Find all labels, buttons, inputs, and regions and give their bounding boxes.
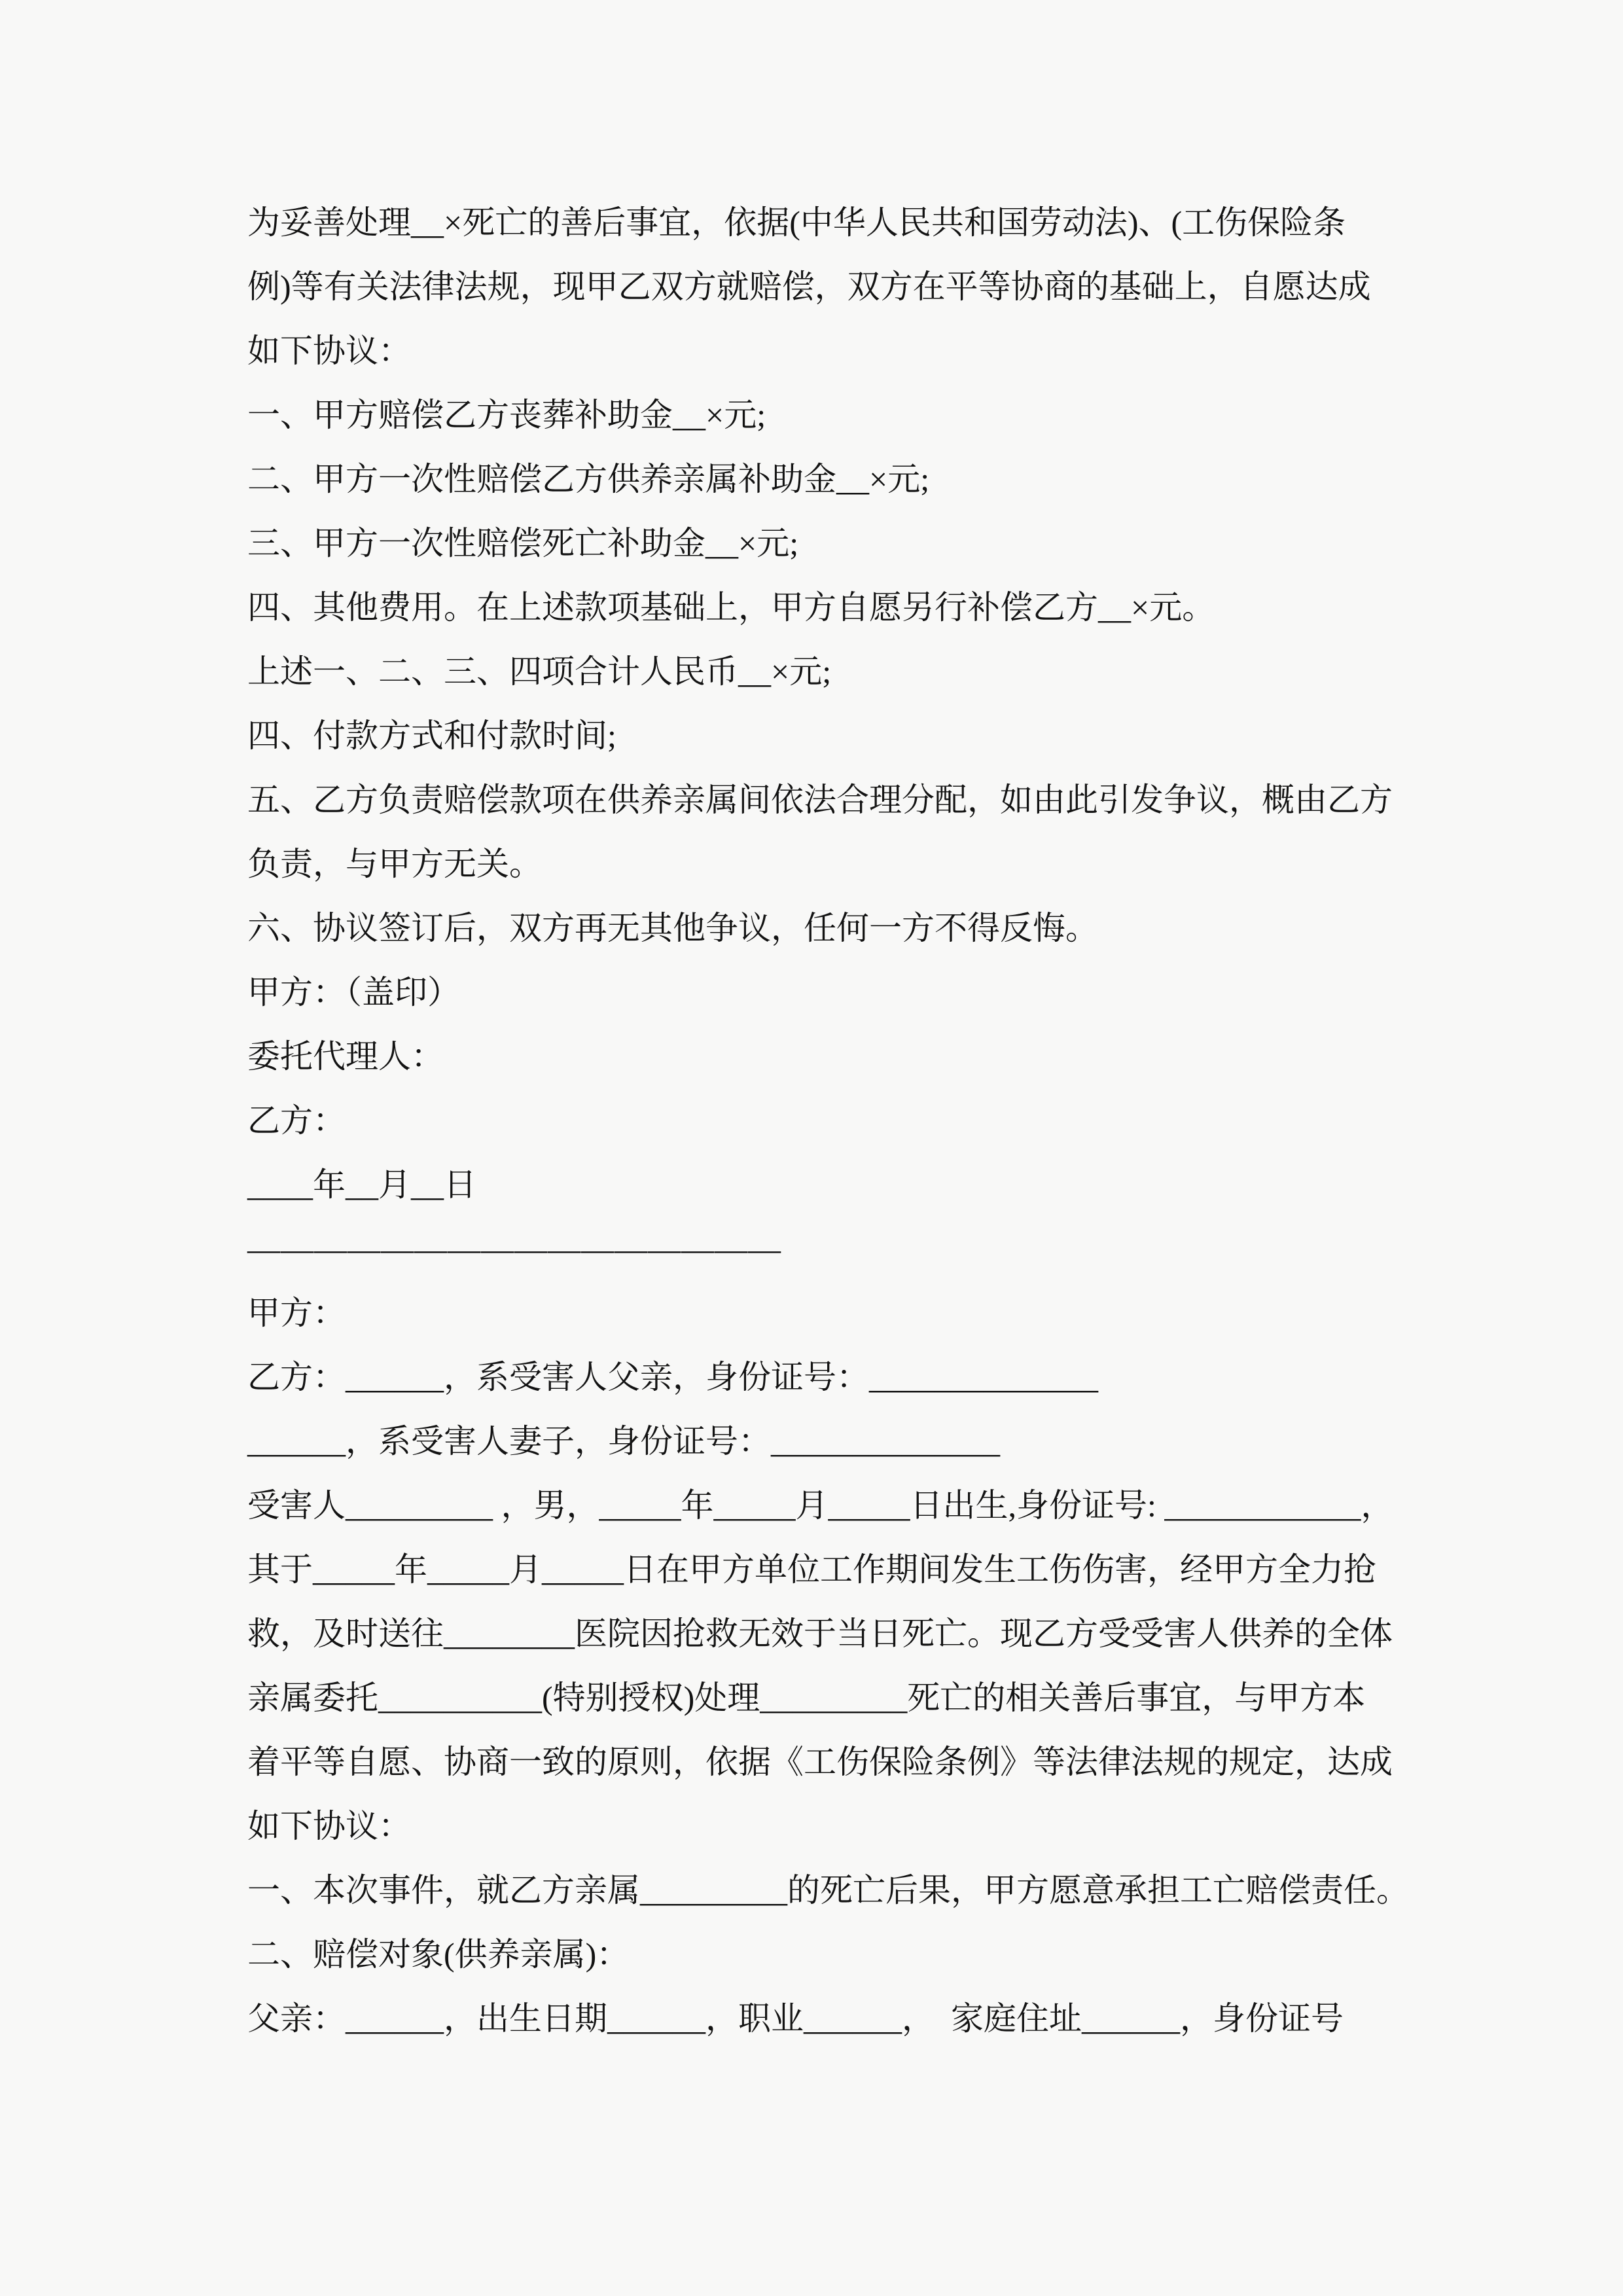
preamble-line-3: 如下协议： — [247, 332, 411, 369]
legal-basis-line: 着平等自愿、协商一致的原则，依据《工伤保险条例》等法律法规的规定，达成 — [247, 1744, 1393, 1780]
part2-clause-2-compensation-targets: 二、赔偿对象(供养亲属)： — [247, 1936, 630, 1973]
agreement-intro-line: 如下协议： — [247, 1808, 411, 1844]
part2-party-b-wife-line: ______，系受害人妻子，身份证号：______________ — [247, 1423, 1000, 1460]
clause-total-amount: 上述一、二、三、四项合计人民币__×元; — [247, 653, 832, 690]
part2-party-a-line: 甲方： — [247, 1295, 346, 1331]
father-info-line: 父亲：______，出生日期______，职业______， 家庭住址______，身份证号 — [247, 2000, 1344, 2037]
clause-6-no-dispute: 六、协议签订后，双方再无其他争议，任何一方不得反悔。 — [247, 910, 1098, 946]
clause-3-death-subsidy: 三、甲方一次性赔偿死亡补助金__×元; — [247, 525, 799, 562]
injury-date-line: 其于_____年_____月_____日在甲方单位工作期间发生工伤伤害，经甲方全力抢 — [247, 1551, 1376, 1588]
section-separator: ———————————————— — [247, 1230, 781, 1267]
clause-5-distribution-line-2: 负责，与甲方无关。 — [247, 846, 542, 882]
date-line: ____年__月__日 — [247, 1166, 476, 1203]
clause-5-distribution-line-1: 五、乙方负责赔偿款项在供养亲属间依法合理分配，如由此引发争议，概由乙方 — [247, 781, 1393, 818]
entrusted-agent-line: 委托代理人： — [247, 1038, 444, 1075]
party-a-seal-line: 甲方：（盖印） — [247, 974, 460, 1011]
hospital-rescue-line: 救，及时送往________医院因抢救无效于当日死亡。现乙方受受害人供养的全体 — [247, 1615, 1393, 1652]
victim-info-line: 受害人_________ ，男，_____年_____月_____日出生,身份证号: ____________， — [247, 1487, 1394, 1524]
clause-1-funeral-subsidy: 一、甲方赔偿乙方丧葬补助金__×元; — [247, 397, 766, 433]
preamble-line-1: 为妥善处理__×死亡的善后事宜，依据(中华人民共和国劳动法)、(工伤保险条 — [247, 204, 1346, 241]
preamble-line-2: 例)等有关法律法规，现甲乙双方就赔偿，双方在平等协商的基础上，自愿达成 — [247, 268, 1371, 305]
part2-clause-1-liability: 一、本次事件，就乙方亲属_________的死亡后果，甲方愿意承担工亡赔偿责任。 — [247, 1872, 1409, 1909]
party-b-line: 乙方： — [247, 1102, 346, 1139]
clause-4-other-fees: 四、其他费用。在上述款项基础上，甲方自愿另行补偿乙方__×元。 — [247, 589, 1215, 626]
entrustment-line: 亲属委托__________(特别授权)处理_________死亡的相关善后事宜，与甲方本 — [247, 1679, 1366, 1716]
part2-party-b-father-line: 乙方：______，系受害人父亲，身份证号：______________ — [247, 1359, 1098, 1395]
clause-payment-terms: 四、付款方式和付款时间; — [247, 717, 616, 754]
contract-document-page — [247, 190, 1504, 2051]
clause-2-dependent-subsidy: 二、甲方一次性赔偿乙方供养亲属补助金__×元; — [247, 461, 930, 497]
